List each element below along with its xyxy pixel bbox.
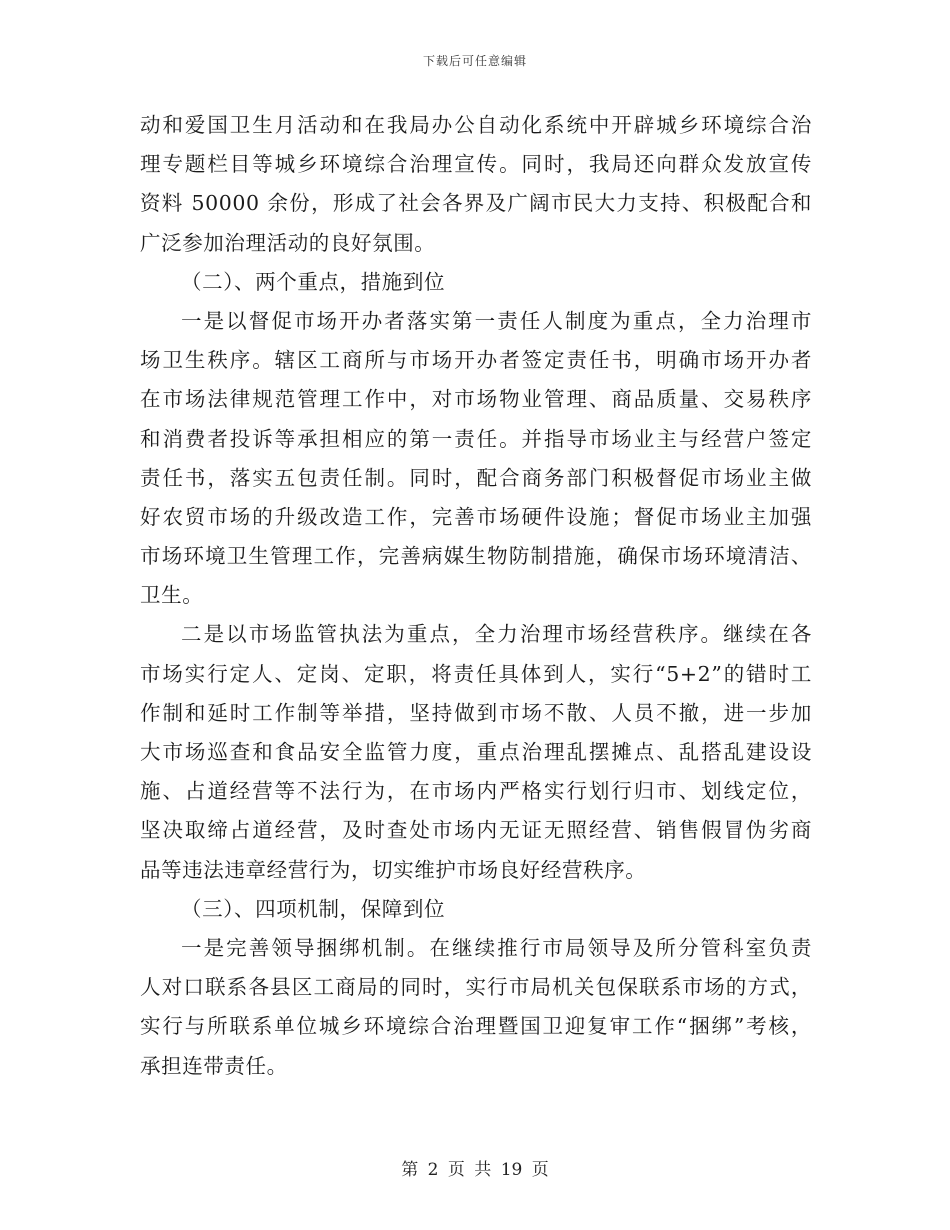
page-number-footer: 第 2 页 共 19 页 <box>401 1160 549 1180</box>
body-line: 承担连带责任。 <box>140 1053 288 1078</box>
body-line: 品等违法违章经营行为，切实维护市场良好经营秩序。 <box>140 857 647 882</box>
body-line: 人对口联系各县区工商局的同时，实行市局机关包保联系市场的方式， <box>140 975 812 1000</box>
section-heading: （三）、四项机制，保障到位 <box>181 896 446 921</box>
page-header: 下载后可任意编辑 <box>422 54 527 68</box>
body-line: 在市场法律规范管理工作中，对市场物业管理、商品质量、交易秩序 <box>140 387 812 412</box>
body-line: 一是以督促市场开办者落实第一责任人制度为重点，全力治理市 <box>181 308 812 333</box>
body-line: 责任书，落实五包责任制。同时，配合商务部门积极督促市场业主做 <box>140 465 812 490</box>
body-line: 市场实行定人、定岗、定职，将责任具体到人，实行“5+2”的错时工 <box>140 661 812 686</box>
body-line: 实行与所联系单位城乡环境综合治理暨国卫迎复审工作“捆绑”考核， <box>140 1014 812 1039</box>
body-line: 理专题栏目等城乡环境综合治理宣传。同时，我局还向群众发放宣传 <box>140 152 812 177</box>
body-line: 和消费者投诉等承担相应的第一责任。并指导市场业主与经营户签定 <box>140 426 812 451</box>
body-line: 动和爱国卫生月活动和在我局办公自动化系统中开辟城乡环境综合治 <box>140 113 812 137</box>
body-line: 卫生。 <box>140 583 204 608</box>
body-line: 作制和延时工作制等举措，坚持做到市场不散、人员不撤，进一步加 <box>140 700 812 725</box>
body-line: 坚决取缔占道经营，及时查处市场内无证无照经营、销售假冒伪劣商 <box>140 818 812 843</box>
body-line: 好农贸市场的升级改造工作，完善市场硬件设施；督促市场业主加强 <box>140 504 812 529</box>
body-line: 一是完善领导捆绑机制。在继续推行市局领导及所分管科室负责 <box>181 935 812 960</box>
body-line: 广泛参加治理活动的良好氛围。 <box>140 230 436 255</box>
body-line: 大市场巡查和食品安全监管力度，重点治理乱摆摊点、乱搭乱建设设 <box>140 740 812 764</box>
body-line: 资料 50000 余份，形成了社会各界及广阔市民大力支持、积极配合和 <box>140 191 812 216</box>
document-body <box>140 106 812 1086</box>
body-line: 场卫生秩序。辖区工商所与市场开办者签定责任书，明确市场开办者 <box>140 348 812 373</box>
body-line: 二是以市场监管执法为重点，全力治理市场经营秩序。继续在各 <box>181 622 812 647</box>
section-heading: （二）、两个重点，措施到位 <box>181 269 446 294</box>
body-line: 施、占道经营等不法行为，在市场内严格实行划行归市、划线定位， <box>140 779 812 804</box>
body-line: 市场环境卫生管理工作，完善病媒生物防制措施，确保市场环境清洁、 <box>140 544 812 569</box>
